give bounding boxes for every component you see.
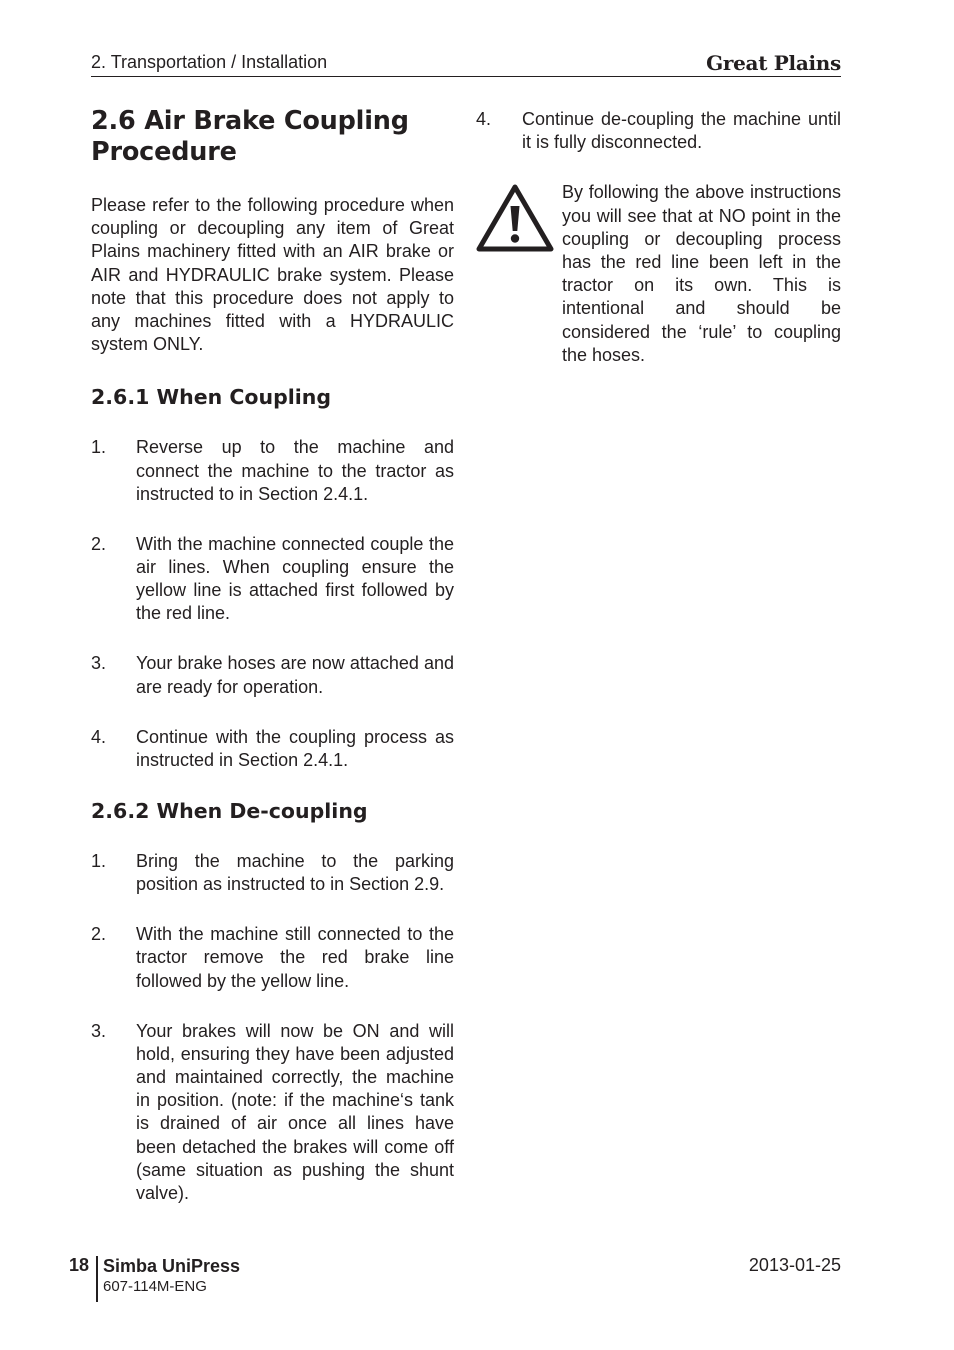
decoupling-heading: 2.6.2 When De-coupling (91, 799, 368, 824)
decoupling-step (91, 1020, 454, 1206)
step-number: 1. (91, 437, 107, 458)
decoupling-step (476, 108, 841, 154)
coupling-step (91, 436, 454, 506)
right-column (476, 108, 841, 367)
step-text: Continue de-coupling the machine until it is fully disconnected. (522, 109, 841, 153)
coupling-heading: 2.6.1 When Coupling (91, 385, 332, 410)
document-date: 2013-01-25 (748, 1255, 841, 1275)
page-title (91, 106, 454, 168)
step-text: Continue with the coupling process as instructed in Section 2.4.1. (136, 726, 454, 770)
step-text: With the machine connected couple the air lines. When coupling ensure the yellow line is attached first followed by the red line. (136, 533, 454, 624)
page-title-line2: Procedure (91, 137, 237, 167)
page-header (91, 50, 841, 77)
warning-note (476, 181, 841, 367)
step-number: 2. (91, 924, 107, 945)
step-number: 1. (91, 851, 107, 872)
coupling-step (91, 652, 454, 698)
coupling-step (91, 533, 454, 626)
step-text: Bring the machine to the parking position as instructed to in Section 2.9. (136, 851, 454, 895)
product-name: Simba UniPress (103, 1256, 241, 1276)
step-number: 3. (91, 653, 107, 674)
decoupling-step (91, 850, 454, 896)
intro-paragraph: Please refer to the following procedure when coupling or decoupling any item of Great Plains machinery fitted with an AIR brake or AIR and HYDRAULIC brake system. Please note that this procedure does not apply to any machines fitted with a HYDRAULIC system ONLY. (91, 195, 454, 355)
page-title-line1: 2.6 Air Brake Coupling (91, 106, 409, 136)
step-number: 2. (91, 533, 107, 554)
step-number: 3. (91, 1020, 107, 1041)
page-number: 18 (69, 1255, 90, 1275)
coupling-steps (91, 436, 454, 772)
step-number: 4. (476, 109, 492, 129)
step-text: Your brakes will now be ON and will hold, ensuring they have been adjusted and maintained correctly, the machine in position. (note: if the machine‘s tank is drained of air once all lines have been detached the brakes will come off (same situation as pushing the shunt valve). (136, 1020, 454, 1204)
footer-divider (96, 1256, 98, 1302)
decoupling-step (91, 923, 454, 993)
section-label: 2. Transportation / Installation (91, 52, 328, 72)
decoupling-steps (91, 850, 454, 1205)
warning-triangle-icon (476, 184, 554, 252)
step-text: Reverse up to the machine and connect the machine to the tractor as instructed to in Section 2.4.1. (136, 437, 454, 504)
step-number: 4. (91, 726, 107, 747)
warning-triangle-icon (476, 181, 562, 367)
step-text: Your brake hoses are now attached and are ready for operation. (136, 653, 454, 697)
brand-logo-text: Great Plains (706, 51, 841, 75)
document-code: 607-114M-ENG (103, 1278, 207, 1295)
left-column (91, 106, 454, 1205)
warning-text: By following the above instructions you will see that at NO point in the coupling or decoupling process has the red line been left in the tractor on its own. This is intentional and should be considered the ‘rule’ to coupling the hoses. (562, 182, 841, 365)
coupling-step (91, 726, 454, 772)
step-text: With the machine still connected to the tractor remove the red brake line followed by the yellow line. (136, 924, 454, 991)
